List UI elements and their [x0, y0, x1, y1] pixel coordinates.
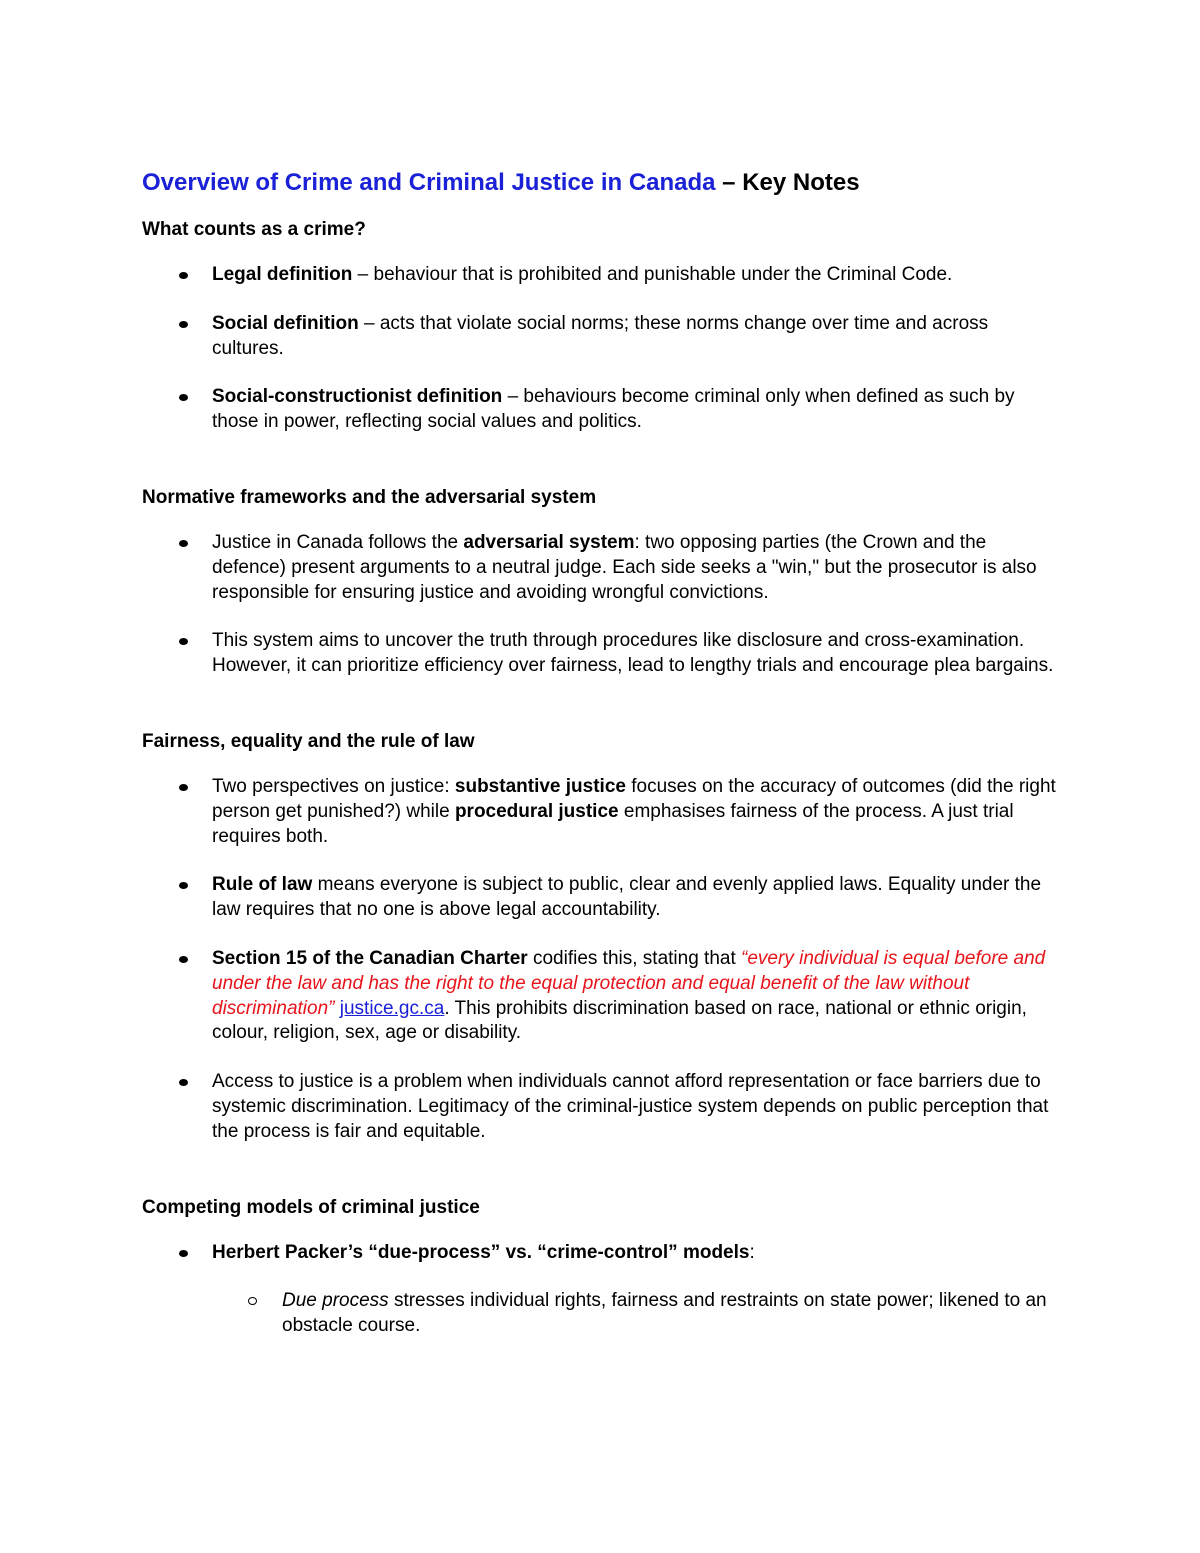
page-title: [142, 167, 1062, 199]
sub-item-term: Due process: [282, 1290, 389, 1312]
item-term: Section 15 of the Canadian Charter: [212, 947, 528, 969]
bullet-icon: [179, 540, 188, 547]
item-pre: Justice in Canada follows the: [212, 531, 464, 553]
hollow-bullet-icon: [248, 1297, 257, 1305]
bullet-icon: [179, 784, 188, 791]
item-text: : two opposing parties (the Crown and the defence) present arguments to a neutral judge. Each side seeks a "win," but the prosecutor is also responsible for ensuring justice and avoiding wrongful convictions.: [212, 531, 1037, 603]
item-mid: focuses on the accuracy of outcomes (did the right person get punished?) while: [212, 775, 1056, 822]
bullet-list: [142, 1241, 1062, 1339]
document-page: [142, 167, 1062, 1363]
list-item: [142, 312, 1062, 362]
item-term: adversarial system: [463, 531, 635, 553]
section-heading-adversarial: Normative frameworks and the adversarial system: [142, 486, 597, 508]
title-suffix: – Key Notes: [715, 169, 860, 196]
section-heading-fairness: Fairness, equality and the rule of law: [142, 730, 475, 752]
list-item: [142, 385, 1062, 435]
bullet-icon: [179, 394, 188, 401]
list-item: [142, 1241, 1062, 1339]
list-item: [142, 263, 1062, 288]
item-text: – behaviour that is prohibited and punishable under the Criminal Code.: [352, 264, 953, 285]
item-text: . This prohibits discrimination based on race, national or ethnic origin, colour, religion, sex, age or disability.: [212, 997, 1027, 1044]
title-main: Overview of Crime and Criminal Justice in Canada: [142, 169, 716, 196]
item-pre-quote: codifies this, stating that: [527, 947, 742, 969]
list-item: [142, 629, 1062, 679]
item-pre: Two perspectives on justice:: [212, 775, 455, 797]
bullet-icon: [179, 321, 188, 328]
list-item: [142, 873, 1062, 923]
sub-list-item: [142, 1289, 1062, 1339]
item-text: – acts that violate social norms; these norms change over time and across cultures.: [212, 312, 989, 359]
list-item: [142, 775, 1062, 849]
bullet-list: [142, 775, 1062, 1145]
section-heading-crime: What counts as a crime?: [142, 219, 366, 240]
bullet-icon: [179, 638, 188, 645]
item-text: This system aims to uncover the truth through procedures like disclosure and cross-examination. However, it can prioritize efficiency over fairness, lead to lengthy trials and encourage plea bargains.: [212, 630, 1054, 677]
source-link[interactable]: justice.gc.ca: [339, 997, 445, 1019]
bullet-icon: [179, 882, 188, 889]
item-text: emphasises fairness of the process. A just trial requires both.: [212, 800, 1014, 847]
item-text: means everyone is subject to public, clear and evenly applied laws. Equality under the law requires that no one is above legal accountability.: [212, 874, 1042, 921]
bullet-icon: [179, 1079, 188, 1086]
charter-quote: “every individual is equal before and under the law and has the right to the equal protection and equal benefit of the law without discrimination”: [212, 947, 1046, 1019]
item-text: Access to justice is a problem when individuals cannot afford representation or face barriers due to systemic discrimination. Legitimacy of the criminal-justice system depends on public perception that the process is fair and equitable.: [212, 1071, 1049, 1142]
bullet-list: [142, 263, 1062, 435]
item-term: Rule of law: [212, 874, 313, 896]
bullet-list: [142, 531, 1062, 679]
item-text: – behaviours become criminal only when defined as such by those in power, reflecting social values and politics.: [212, 386, 1015, 433]
bullet-icon: [179, 956, 188, 963]
item-term: substantive justice: [454, 775, 626, 797]
bullet-icon: [179, 1250, 188, 1257]
item-term-2: procedural justice: [454, 800, 619, 822]
list-item: [142, 531, 1062, 605]
sub-item-text: stresses individual rights, fairness and restraints on state power; likened to an obstacle course.: [282, 1290, 1047, 1337]
list-item: [142, 1070, 1062, 1144]
item-term: Social definition: [212, 312, 359, 334]
section-heading-models: Competing models of criminal justice: [142, 1196, 480, 1218]
item-term: Social-constructionist definition: [212, 386, 503, 408]
list-item: [142, 947, 1062, 1046]
sub-list: [142, 1289, 1062, 1339]
bullet-icon: [179, 272, 188, 279]
item-term: Herbert Packer’s “due-process” vs. “crime-control” models: [212, 1241, 750, 1263]
item-text: :: [749, 1241, 755, 1263]
item-term: Legal definition: [212, 264, 353, 285]
